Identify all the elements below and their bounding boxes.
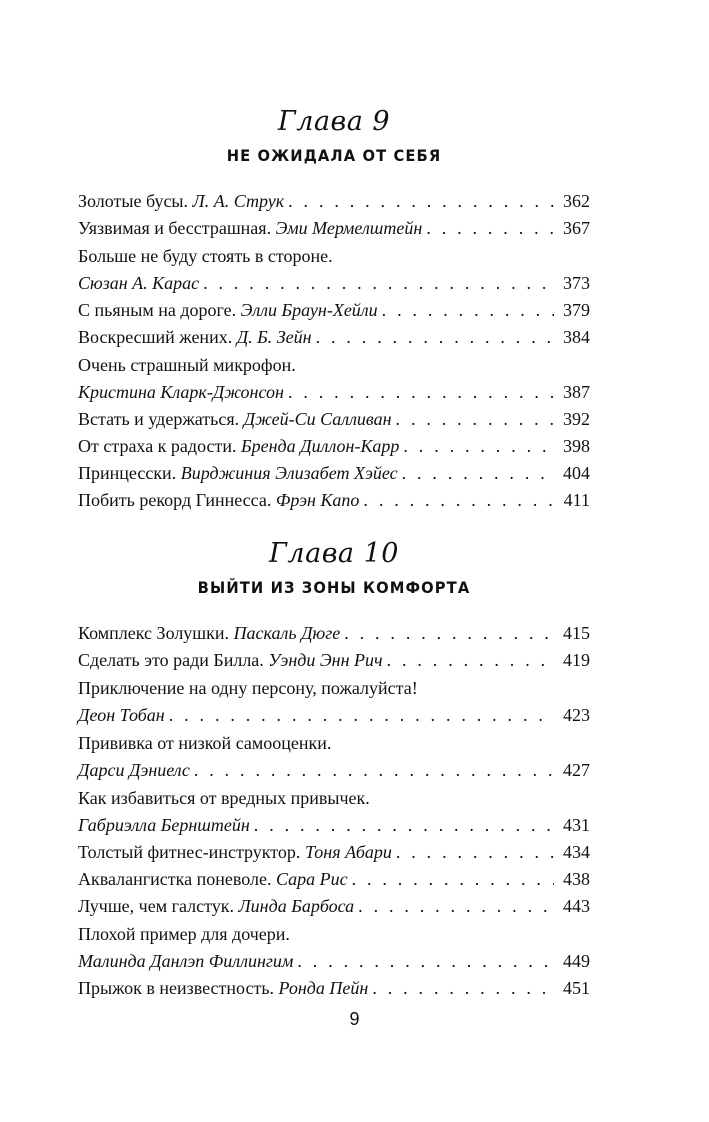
entry-author: Уэнди Энн Рич <box>268 650 383 670</box>
leader-dots <box>402 460 554 487</box>
entry-page-number: 379 <box>563 300 590 320</box>
entry-title: От страха к радости. <box>78 436 237 456</box>
entry-page-number: 367 <box>563 218 590 238</box>
entry-page-number: 438 <box>563 869 590 889</box>
entry-page-number: 451 <box>563 978 590 998</box>
entry-author: Ронда Пейн <box>278 978 369 998</box>
entry-title: С пьяным на дороге. <box>78 300 237 320</box>
leader-dots <box>426 215 554 242</box>
entry-title: Комплекс Золушки. <box>78 623 230 643</box>
entry-title: Толстый фитнес-инструктор. <box>78 842 301 862</box>
leader-dots <box>297 948 554 975</box>
entry-title: Воскресший жених. <box>78 327 233 347</box>
toc-entry[interactable] <box>78 785 590 839</box>
toc-entry[interactable] <box>78 975 590 1002</box>
toc-entry-list <box>78 620 590 1002</box>
entry-title: Приключение на одну персону, пожалуйста! <box>78 678 418 698</box>
toc-entry[interactable] <box>78 433 590 460</box>
leader-dots <box>372 975 554 1002</box>
leader-dots <box>382 297 554 324</box>
entry-author: Джей-Си Салливан <box>243 409 392 429</box>
entry-author: Сюзан А. Карас <box>78 273 200 293</box>
leader-dots <box>316 324 554 351</box>
leader-dots <box>254 812 554 839</box>
leader-dots <box>288 188 554 215</box>
entry-author: Габриэлла Бернштейн <box>78 815 250 835</box>
leader-dots <box>169 702 554 729</box>
entry-title: Уязвимая и бесстрашная. <box>78 218 272 238</box>
entry-title: Золотые бусы. <box>78 191 189 211</box>
chapter-heading: Глава 10 <box>269 538 399 569</box>
toc-entry[interactable] <box>78 647 590 674</box>
leader-dots <box>358 893 554 920</box>
entry-title: Очень страшный микрофон. <box>78 355 296 375</box>
toc-entry[interactable] <box>78 243 590 297</box>
entry-title: Плохой пример для дочери. <box>78 924 290 944</box>
entry-author: Бренда Диллон-Карр <box>241 436 400 456</box>
entry-author: Фрэн Капо <box>275 490 360 510</box>
leader-dots <box>387 647 554 674</box>
entry-author: Деон Тобан <box>78 705 165 725</box>
toc-entry[interactable] <box>78 675 590 729</box>
entry-page-number: 427 <box>563 760 590 780</box>
entry-page-number: 411 <box>563 490 590 510</box>
toc-entry[interactable] <box>78 620 590 647</box>
toc-entry[interactable] <box>78 893 590 920</box>
entry-page-number: 392 <box>563 409 590 429</box>
entry-page-number: 362 <box>563 191 590 211</box>
entry-page-number: 415 <box>563 623 590 643</box>
toc-entry[interactable] <box>78 406 590 433</box>
entry-title: Аквалангистка поневоле. <box>78 869 272 889</box>
entry-author: Малинда Данлэп Филлингим <box>78 951 294 971</box>
entry-title: Прививка от низкой самооценки. <box>78 733 332 753</box>
leader-dots <box>396 839 554 866</box>
entry-author: Элли Браун-Хейли <box>240 300 378 320</box>
toc-entry[interactable] <box>78 460 590 487</box>
entry-title: Лучше, чем галстук. <box>78 896 234 916</box>
leader-dots <box>203 270 554 297</box>
entry-page-number: 431 <box>563 815 590 835</box>
leader-dots <box>344 620 554 647</box>
toc-entry[interactable] <box>78 324 590 351</box>
toc-entry[interactable] <box>78 921 590 975</box>
entry-author: Линда Барбоса <box>238 896 355 916</box>
entry-page-number: 419 <box>563 650 590 670</box>
entry-page-number: 404 <box>563 463 590 483</box>
toc-entry[interactable] <box>78 866 590 893</box>
chapter-heading: Глава 9 <box>277 106 391 137</box>
entry-title: Встать и удержаться. <box>78 409 240 429</box>
toc-entry[interactable] <box>78 352 590 406</box>
entry-author: Д. Б. Зейн <box>236 327 312 347</box>
entry-title: Прыжок в неизвестность. <box>78 978 275 998</box>
toc-entry-list <box>78 188 590 514</box>
entry-page-number: 423 <box>563 705 590 725</box>
entry-title: Принцесски. <box>78 463 177 483</box>
toc-entry[interactable] <box>78 487 590 514</box>
entry-author: Паскаль Дюге <box>233 623 341 643</box>
entry-author: Эми Мермелштейн <box>275 218 423 238</box>
entry-page-number: 449 <box>563 951 590 971</box>
entry-page-number: 434 <box>563 842 590 862</box>
toc-entry[interactable] <box>78 297 590 324</box>
leader-dots <box>396 406 554 433</box>
entry-page-number: 373 <box>563 273 590 293</box>
leader-dots <box>288 379 554 406</box>
entry-author: Дарси Дэниелс <box>78 760 190 780</box>
entry-title: Больше не буду стоять в стороне. <box>78 246 333 266</box>
leader-dots <box>352 866 554 893</box>
entry-page-number: 387 <box>563 382 590 402</box>
chapter-section-10 <box>78 538 590 1002</box>
page-number: 9 <box>349 1009 360 1029</box>
leader-dots <box>403 433 554 460</box>
entry-title: Сделать это ради Билла. <box>78 650 264 670</box>
entry-page-number: 384 <box>563 327 590 347</box>
toc-entry[interactable] <box>78 188 590 215</box>
chapter-subtitle: НЕ ОЖИДАЛА ОТ СЕБЯ <box>226 146 442 165</box>
toc-entry[interactable] <box>78 839 590 866</box>
entry-author: Сара Рис <box>275 869 348 889</box>
chapter-section-9 <box>78 106 590 514</box>
chapter-subtitle: ВЫЙТИ ИЗ ЗОНЫ КОМФОРТА <box>197 578 471 597</box>
entry-author: Тоня Абари <box>304 842 392 862</box>
entry-title: Побить рекорд Гиннесса. <box>78 490 272 510</box>
entry-title: Как избавиться от вредных привычек. <box>78 788 370 808</box>
entry-page-number: 398 <box>563 436 590 456</box>
entry-author: Кристина Кларк-Джонсон <box>78 382 284 402</box>
entry-author: Вирджиния Элизабет Хэйес <box>180 463 398 483</box>
entry-page-number: 443 <box>563 896 590 916</box>
toc-entry[interactable] <box>78 215 590 242</box>
toc-entry[interactable] <box>78 730 590 784</box>
leader-dots <box>363 487 554 514</box>
entry-author: Л. А. Струк <box>192 191 285 211</box>
leader-dots <box>194 757 554 784</box>
